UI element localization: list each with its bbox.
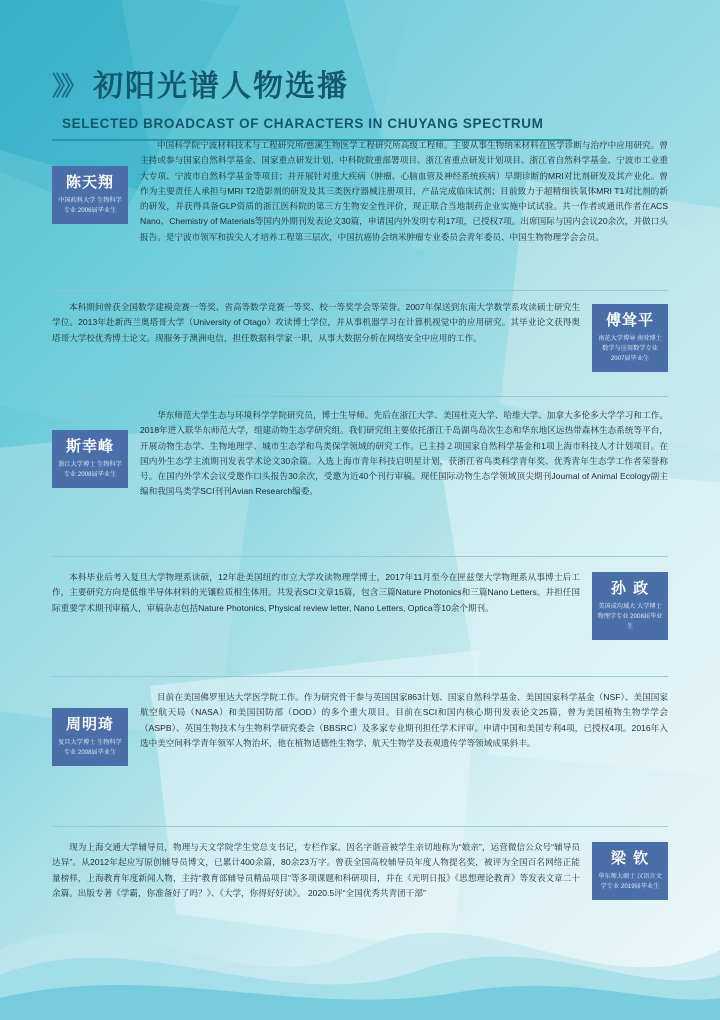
page-subtitle: SELECTED BROADCAST OF CHARACTERS IN CHUYANG SPECTRUM: [62, 116, 544, 131]
person-meta: 中国药科大学 生物科学专业 2006届毕业生: [58, 196, 122, 214]
person-name: 斯幸峰: [65, 437, 114, 455]
name-card: [52, 708, 128, 766]
person-name: 周明琦: [65, 715, 114, 733]
name-card: [592, 572, 668, 640]
person-bio-text: 本科毕业后考入复旦大学物理系读硕，12年赴美国纽约市立大学攻读物理学博士，2017年11月至今在匣兹堡大学物理系从事博士后工作，主要研究方向是低维半导体材料的光镶粒质相生体用。共发表SCI文章15篇，包含三篇Nature Photonics和三篇Nano Letters。并担任国际重要学术期刊审稿人，审稿杂志包括Nature Photonics, Physical review letter, Nano Letters, Optica等10余个期刊。: [52, 572, 580, 613]
person-entry: [52, 138, 668, 245]
person-meta: 浙江大学博士 生物科学专业 2008届毕业生: [58, 460, 122, 478]
divider: [52, 556, 668, 557]
divider: [52, 290, 668, 291]
title-row: [52, 70, 612, 103]
name-card: [592, 842, 668, 900]
person-name: 梁 钦: [610, 849, 650, 867]
person-bio-text: 本科期间曾获全国数学建模竞赛一等奖、省高等数学竞赛一等奖、校一等奖学会等荣誉。2007年保送到东南大学数学系攻读硕士研究生学位。2013年赴新西兰奥塔哥大学（University of Otago）攻读博士学位，并从事机器学习在计算机视觉中的应用研究。其毕业论文获得奥塔哥大学校优秀博士论文。现服务于澳洲电信，担任数据科学家一职，从事大数据分析在网络安全中应用的工作。: [52, 302, 580, 343]
divider: [52, 396, 668, 397]
person-bio: [140, 690, 668, 751]
person-entry: [52, 840, 668, 901]
person-meta: 美国成均域大 大学博士 物理学专业 2008届毕业生: [597, 602, 663, 630]
name-card: [52, 166, 128, 224]
divider: [52, 826, 668, 827]
person-bio: [52, 300, 580, 346]
person-bio: [140, 138, 668, 245]
person-bio-text: 目前在美国佛罗里达大学医学院工作。作为研究骨干参与英国国家863计划、国家自然科学基金、美国国家科学基金（NSF）、美国国家航空航天局（NASA）和美国国防部（DOD）的多个重大项目。目前在SCI和国内核心期刊发表论文25篇，曾为美国植物生物学学会（ASPB）、英国生物技术与生物科学研究委会（BBSRC）及多家专业期刊担任学术评审。申请中国和美国专利4项，已授权4项。2016年入选中美空间科学青年领军人物治坏，他在植物适德性生物学、航天生物学及表观遗传学等领域成果斜丰。: [140, 692, 668, 748]
person-bio-text: 现为上海交通大学辅导员，物理与天文学院学生党总支书记，专栏作家。因名字谐音被学生亲切地称为“娘亲”，运营微信公众号“辅导员达异”。从2012年起应写原创辅导员博文，已累计400余篇，80余23万字。曾获全国高校辅导员年度人物提名奖，被评为全国百名网络正能量榜样，上海教育年度新闻人物，主持“教育部辅导员精品项目”等多项课题和科研项目，并在《光明日报》《思想理论教育》等发表文章二十余篇。出版专著《学霸，你准备好了吗？》、《大学，你得好好读》。 2020.5评“全国优秀共青团干部”: [52, 842, 580, 898]
person-meta: 复旦大学博士 生物科学专业 2008届毕业生: [58, 738, 122, 756]
person-name: 陈天翔: [65, 173, 114, 191]
chevron-right-icon: 》》: [52, 71, 84, 101]
person-name: 傅耸平: [605, 311, 654, 329]
person-entry: [52, 690, 668, 766]
divider: [52, 676, 668, 677]
person-entry: [52, 570, 668, 640]
poster-header: [52, 70, 612, 141]
person-entry: [52, 300, 668, 372]
person-meta: 华东师大硕士 汉语言文学专业 2019届毕业生: [598, 872, 662, 890]
person-bio: [52, 840, 580, 901]
person-bio: [52, 570, 580, 616]
subtitle-bar: [52, 111, 572, 141]
person-bio-text: 华东师范大学生态与环境科学学院研究员，博士生导师。先后在浙江大学、美国杜克大学、哈维大学、加拿大多伦多大学学习和工作。2018年进入联华东师范大学，组建动物生态学研究组。我们研究组主要依托浙江千岛湖鸟岛次生态和华东地区远热带森林生态系统等平台，开展动物生态学、生物地理学、城市生态学和鸟类保学领域的研究工作。已主持２项国家自然科学基金和1项上海市科技人才计划项目。在国内外生态学主流期刊发表学术论文30余篇。入选上海市青年科技启明星计划，获浙江省鸟类科学青年奖、优秀青年生态学工作者荣誉称号。在国内外学术会议受邀作口头报告30余次，受邀为近40个刊行审稿。现任国际动物生态学领域顶尖期刊Journal of Animal Ecology副主编和我国鸟类学SCI刊刊Avian Research编委。: [140, 410, 668, 497]
name-card: [592, 304, 668, 372]
person-entry: [52, 408, 668, 500]
person-bio-text: 中国科学院宁波材料技术与工程研究所/慈溪生物医学工程研究所高级工程师。主要从事生物纳米材料在医学诊断与治疗中应用研究。曾主持或参与国家自然科学基金、国家重点研发计划、中科院院重部署项目、浙江省重点研发计划项目、浙江省自然科学基金、宁波市工业重大专项、宁波市自然科学基金等项目；并开展针对重大疾病（肿瘤、心脑血管及神经系统疾病）早期诊断的MRI对比剂研发及其产业化。曾作为主要责任人承担与MRI T2造影剂的研发及其三类医疗器械注册项目，产品完成临床试剂；目前致力于超精细铁氧体MRI T1对比剂的新的研发，并获得具备GLP资质的浙江医科院的第三方生物安全性评价，现正联合当地制药企业实施中试试验。共一作者或通讯作者在ACS Nano、Chemistry of Materials等国内外期刊发表论文30篇，申请国内外发明专利17项，已授权7项。出席国际与国内会议20余次，并做口头报告。是宁波市领军和拔尖人才培养工程第三层次，中国抗癌协会纳米肿瘤专业委员会青年委员、中国生物物理学会会员。: [140, 140, 668, 242]
person-meta: 南花大学博导 南耸博士 数学与应用数学专业 2007届毕业生: [598, 334, 662, 362]
person-bio: [140, 408, 668, 500]
page-title: 初阳光谱人物选播: [93, 69, 350, 104]
person-name: 孙 政: [610, 579, 650, 597]
name-card: [52, 430, 128, 488]
